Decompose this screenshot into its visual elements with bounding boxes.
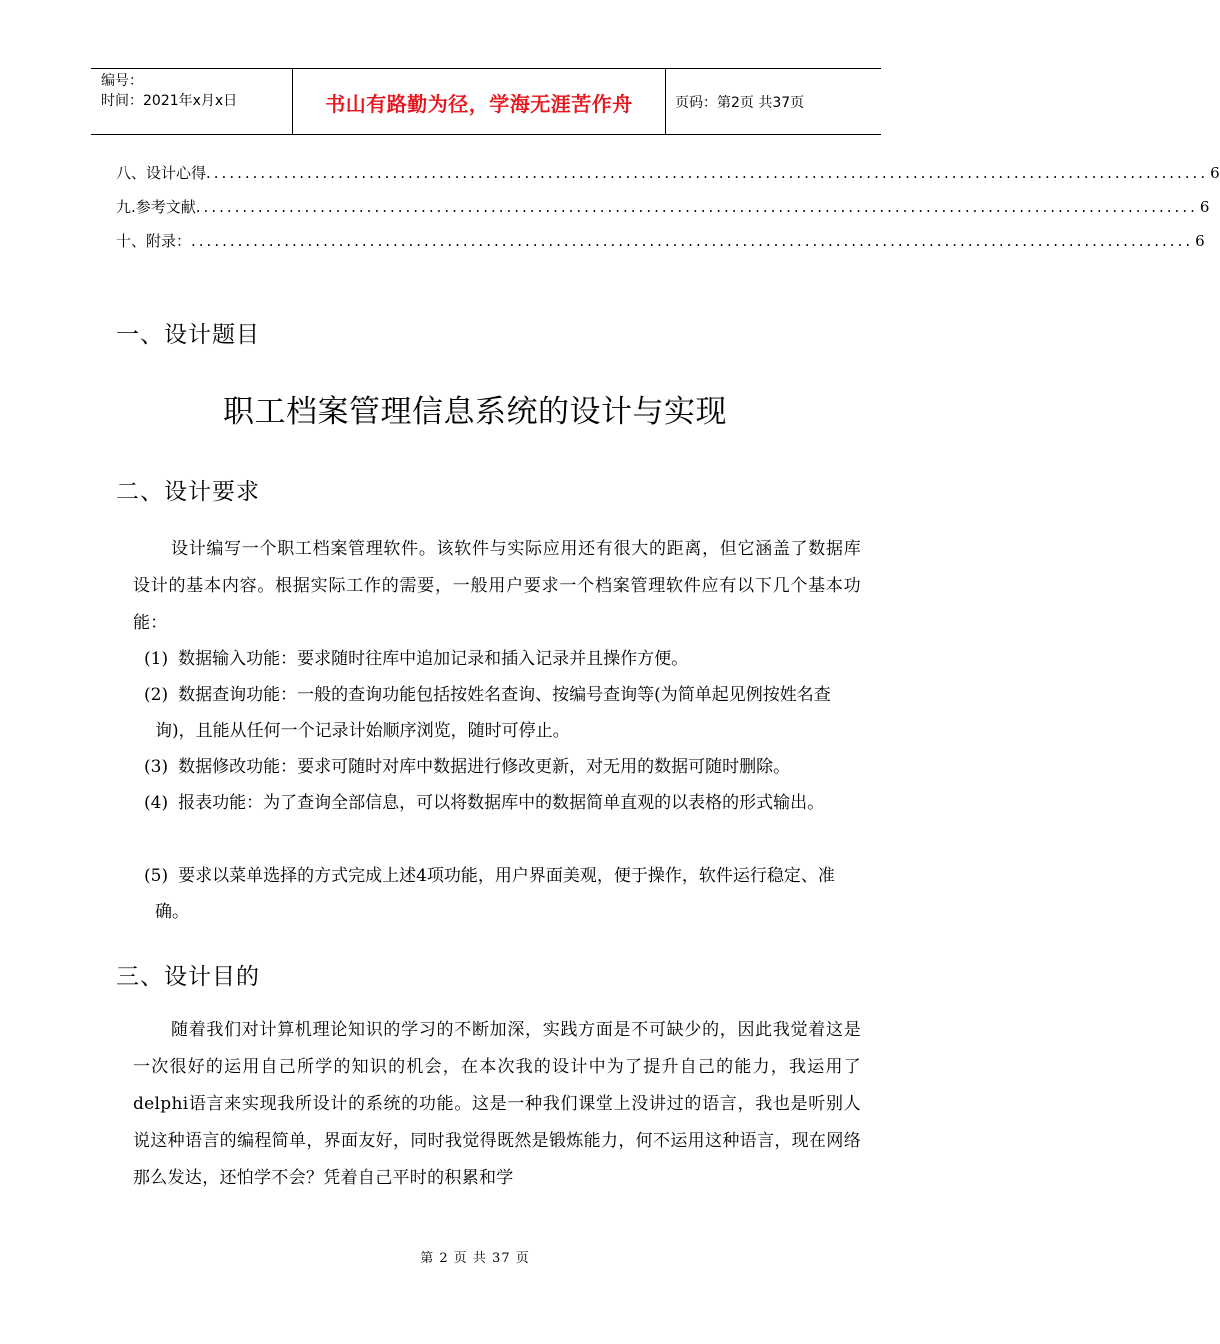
requirement-item [144,785,864,821]
toc-entry-page: 6 [1195,232,1205,250]
requirement-number: (5) [144,866,169,886]
page-header [91,68,881,135]
toc-entry-label: 十、附录： [116,232,192,250]
requirement-number: (2) [144,685,169,705]
header-meta [91,69,293,135]
requirement-number: (1) [144,649,169,669]
requirement-text: 报表功能：为了查询全部信息，可以将数据库中的数据简单直观的以表格的形式输出。 [178,793,825,813]
requirement-text: 数据修改功能：要求可随时对库中数据进行修改更新，对无用的数据可随时删除。 [178,757,791,777]
header-motto: 书山有路勤为径，学海无涯苦作舟 [293,69,666,135]
toc-leader-dots: ................................................................................................................................. [191,232,1194,250]
document-time-label: 时间：2021年x月x日 [101,93,238,109]
requirement-item [144,641,864,677]
header-page-info: 页码：第2页 共37页 [675,95,805,111]
requirement-item [144,858,864,930]
page-footer-number: 第 2 页 共 37 页 [420,1251,530,1266]
toc-entry[interactable] [116,162,1220,186]
document-number-label: 编号： [101,73,143,89]
requirement-text: 数据输入功能：要求随时往库中追加记录和插入记录并且操作方便。 [178,649,689,669]
toc-leader-dots: ................................................................................................................................. [195,198,1198,216]
section-heading-topic: 一、设计题目 [116,322,260,348]
document-title: 职工档案管理信息系统的设计与实现 [223,394,727,430]
section-heading-purpose: 三、设计目的 [116,964,260,990]
requirement-item [144,677,864,749]
toc-entry[interactable] [116,230,1205,254]
toc-entry-page: 6 [1199,198,1210,216]
requirement-number: (3) [144,757,169,777]
toc-entry-page: 6 [1210,164,1220,182]
purpose-paragraph: 随着我们对计算机理论知识的学习的不断加深，实践方面是不可缺少的，因此我觉着这是一次很好的运用自己所学的知识的机会，在本次我的设计中为了提升自己的能力，我运用了delphi语言来实现我所设计的系统的功能。这是一种我们课堂上没讲过的语言，我也是听别人说这种语言的编程简单，界面友好，同时我觉得既然是锻炼能力，何不运用这种语言，现在网络那么发达，还怕学不会？凭着自己平时的积累和学 [133,1020,861,1188]
toc-entry-label: 八、设计心得 [116,164,207,182]
requirement-item [144,749,864,785]
section-heading-requirements: 二、设计要求 [116,479,260,505]
toc-entry-label: 九.参考文献 [116,198,196,216]
requirements-intro-paragraph: 设计编写一个职工档案管理软件。该软件与实际应用还有很大的距离，但它涵盖了数据库设计的基本内容。根据实际工作的需要，一般用户要求一个档案管理软件应有以下几个基本功能： [133,539,861,633]
requirement-text: 数据查询功能：一般的查询功能包括按姓名查询、按编号查询等(为简单起见例按姓名查询)，且能从任何一个记录计始顺序浏览，随时可停止。 [155,685,831,741]
requirement-text: 要求以菜单选择的方式完成上述4项功能，用户界面美观，便于操作，软件运行稳定、准确。 [155,866,835,922]
toc-entry[interactable] [116,196,1210,220]
requirement-number: (4) [144,793,169,813]
toc-leader-dots: ................................................................................................................................. [206,164,1209,182]
